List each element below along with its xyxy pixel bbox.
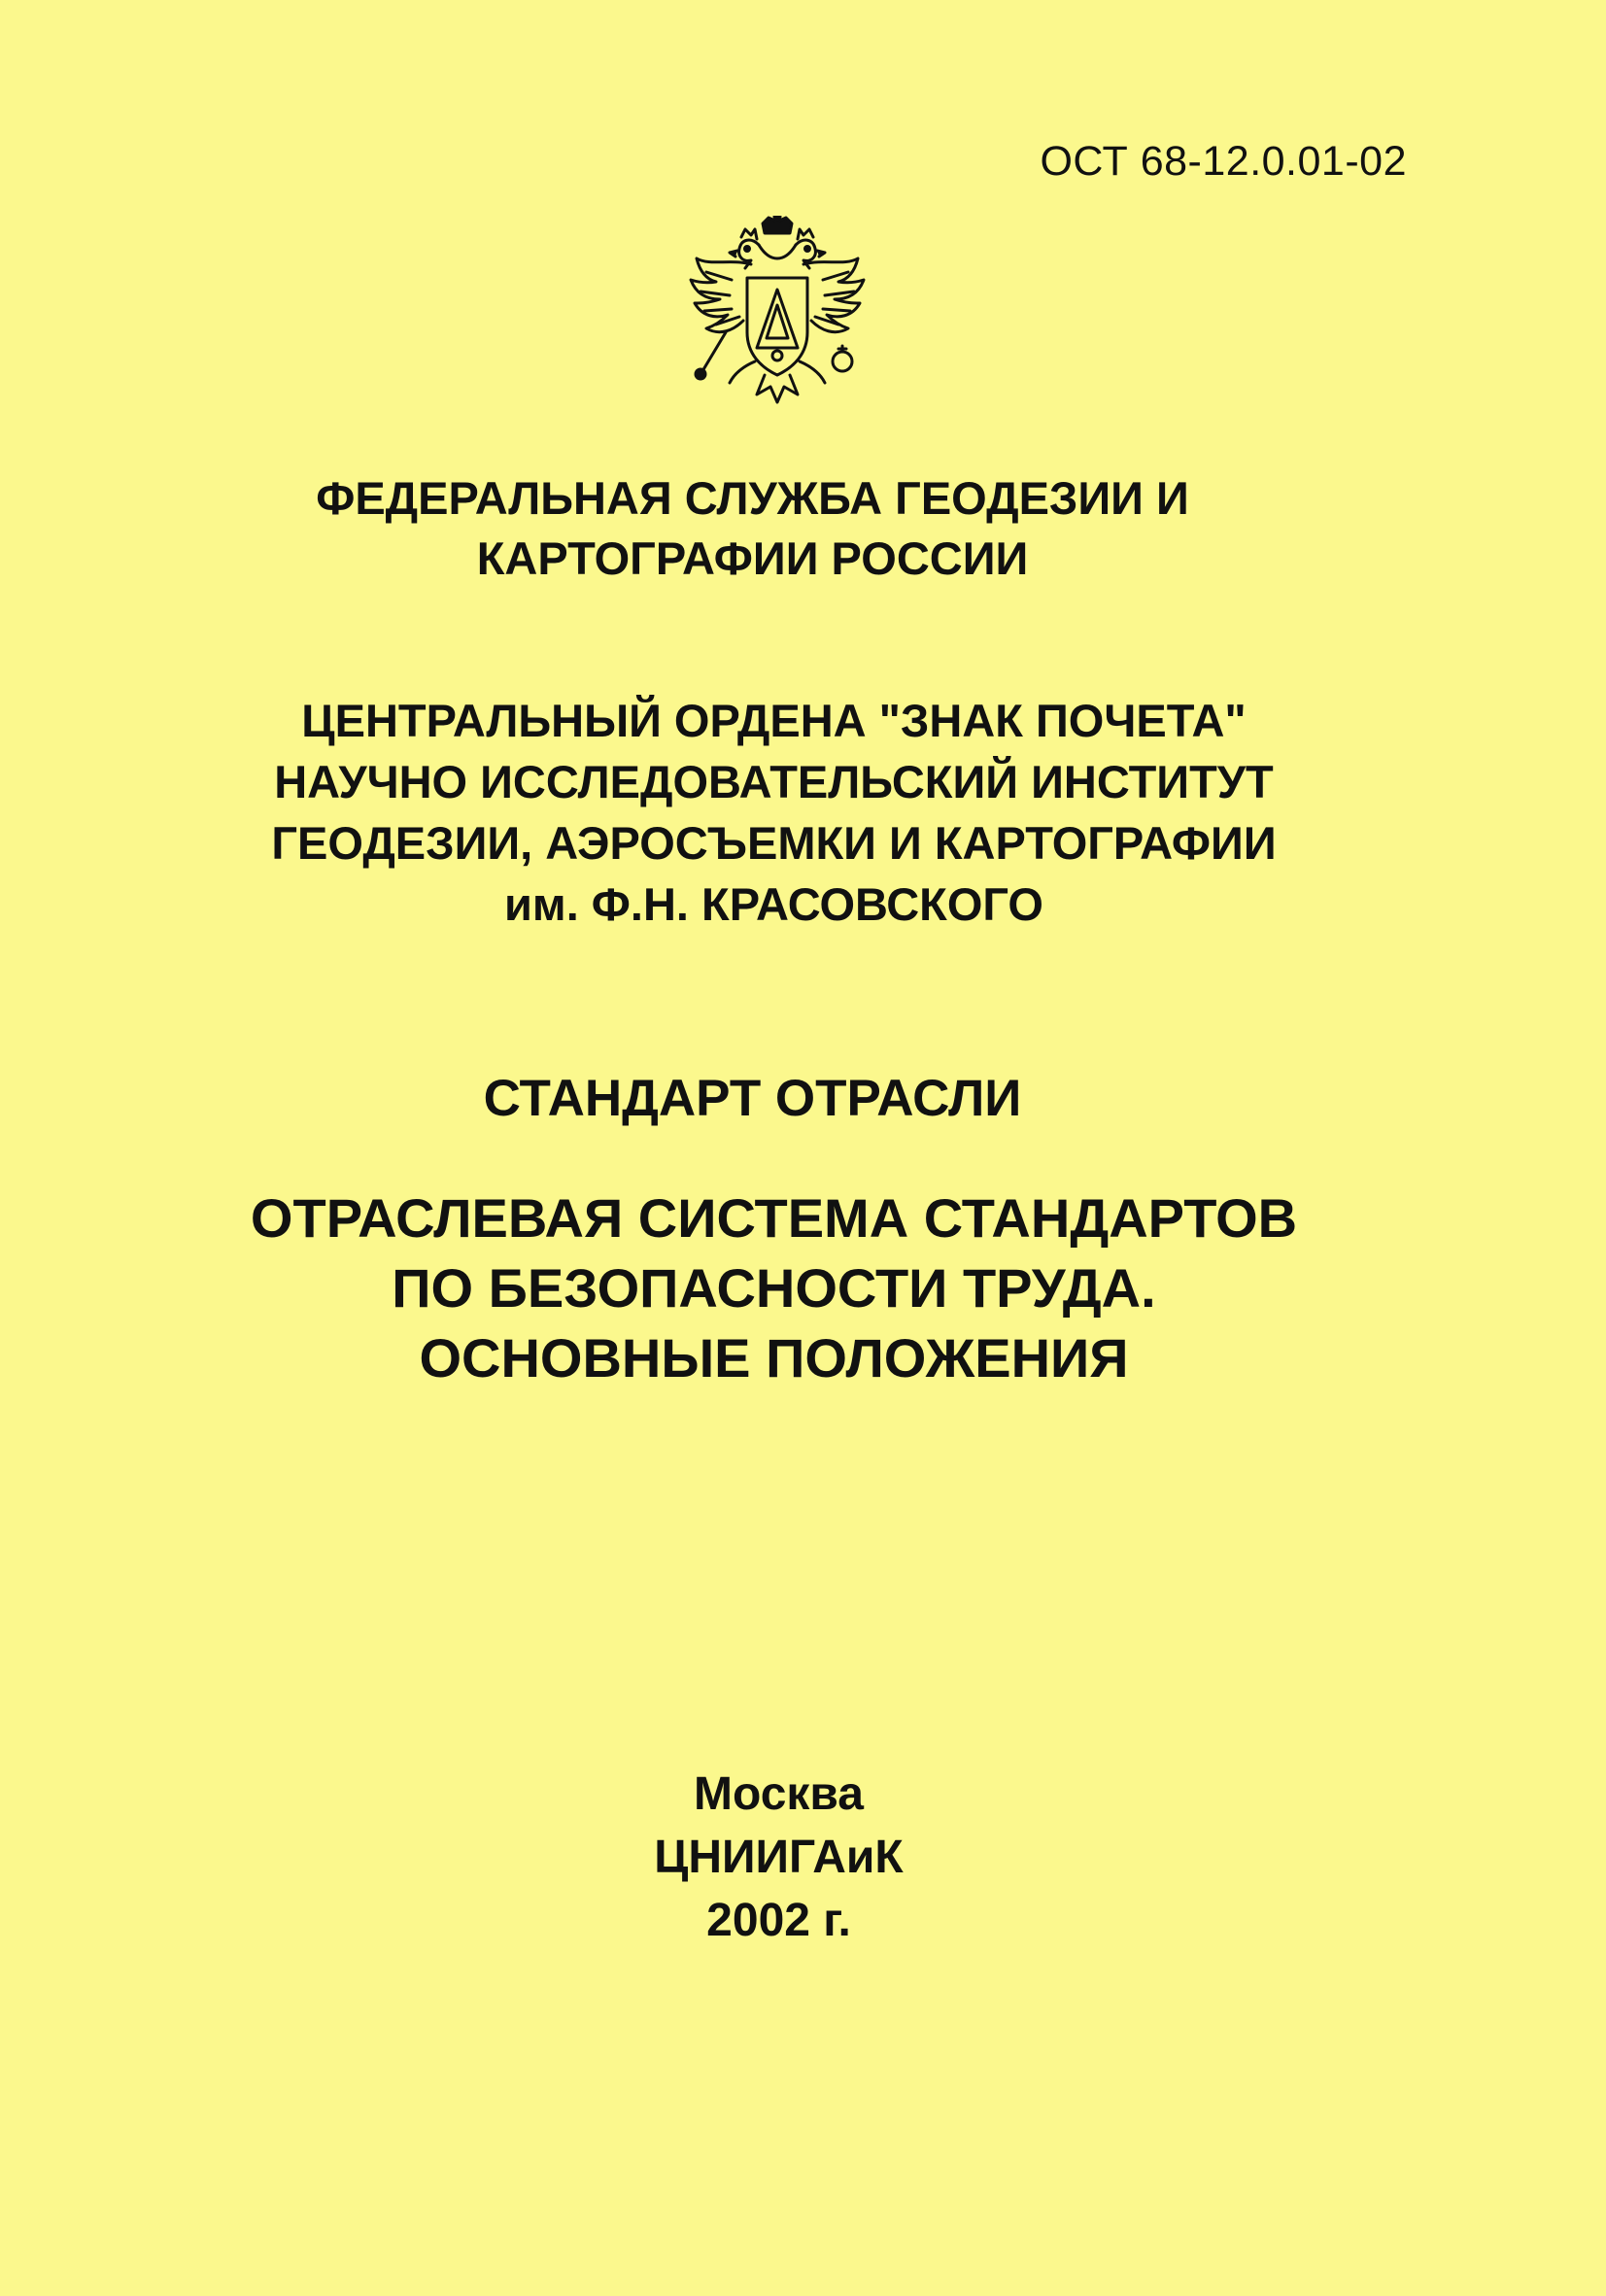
imprint-publisher: ЦНИИГАиК (654, 1832, 904, 1883)
russian-double-headed-eagle-emblem-icon (687, 216, 868, 406)
institute-line: им. Ф.Н. КРАСОВСКОГО (504, 878, 1043, 930)
document-type (0, 1067, 1555, 1131)
document-type-label: СТАНДАРТ ОТРАСЛИ (483, 1070, 1022, 1127)
institute-line: ГЕОДЕЗИИ, АЭРОСЪЕМКИ И КАРТОГРАФИИ (271, 817, 1277, 869)
imprint-city: Москва (694, 1768, 864, 1820)
document-code: ОСТ 68-12.0.01-02 (1040, 138, 1407, 185)
institute-line: НАУЧНО ИССЛЕДОВАТЕЛЬСКИЙ ИНСТИТУТ (274, 756, 1274, 807)
agency-line: КАРТОГРАФИИ РОССИИ (476, 532, 1029, 584)
agency-name (0, 468, 1555, 589)
document-title-line: ОСНОВНЫЕ ПОЛОЖЕНИЯ (419, 1327, 1129, 1388)
publication-imprint (0, 1763, 1582, 1952)
imprint-year: 2002 г. (706, 1895, 851, 1946)
document-title (0, 1183, 1577, 1393)
institute-line: ЦЕНТРАЛЬНЫЙ ОРДЕНА "ЗНАК ПОЧЕТА" (301, 695, 1247, 746)
agency-line: ФЕДЕРАЛЬНАЯ СЛУЖБА ГЕОДЕЗИИ И (316, 472, 1189, 524)
institute-name (0, 690, 1577, 935)
document-title-line: ПО БЕЗОПАСНОСТИ ТРУДА. (392, 1257, 1156, 1319)
document-title-line: ОТРАСЛЕВАЯ СИСТЕМА СТАНДАРТОВ (250, 1187, 1298, 1249)
